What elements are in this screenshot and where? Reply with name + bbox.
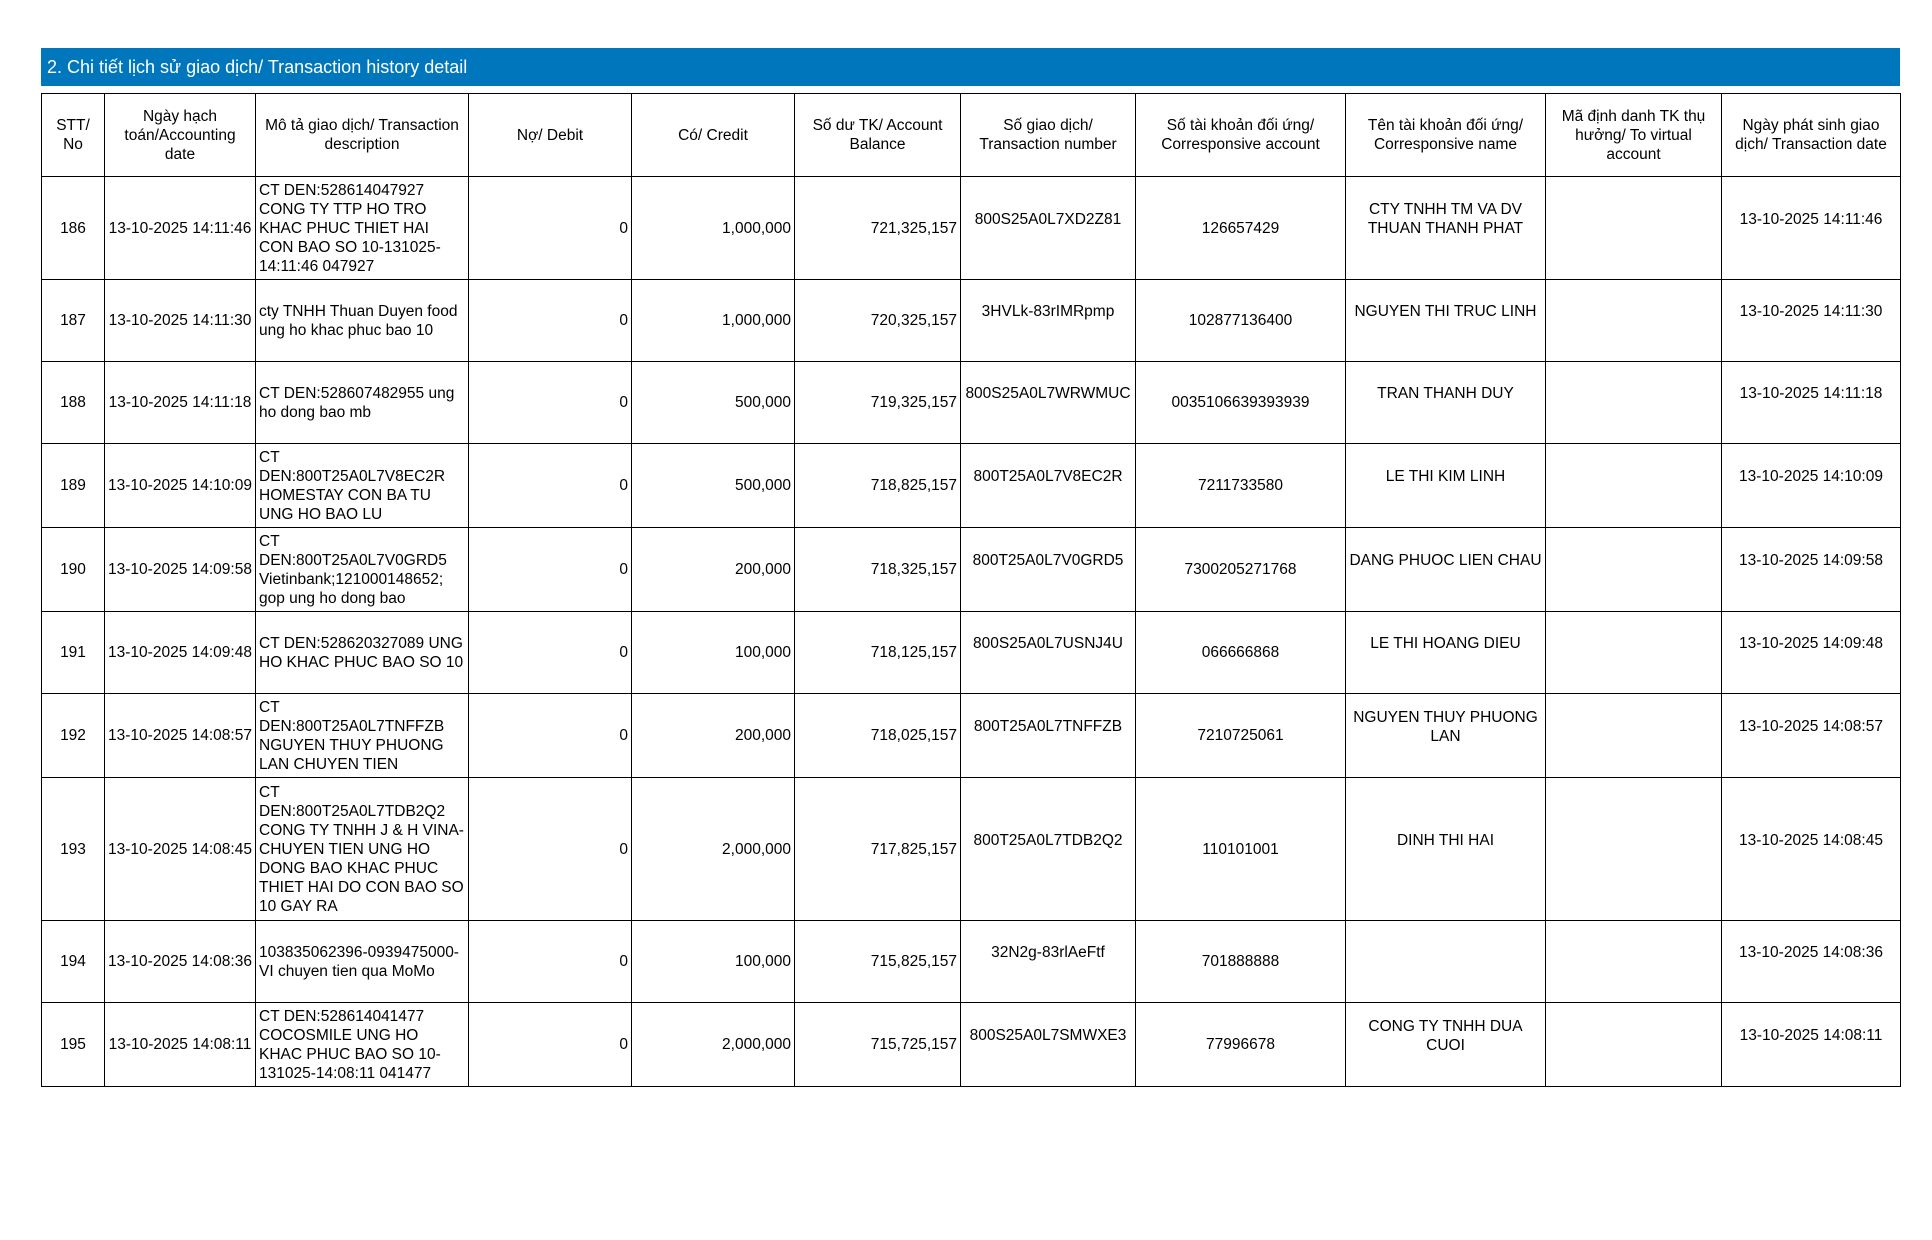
cell-debit: 0 bbox=[469, 778, 632, 921]
cell-transaction-number: 800S25A0L7XD2Z81 bbox=[961, 177, 1136, 280]
cell-corresponsive-account: 7210725061 bbox=[1136, 694, 1346, 778]
cell-transaction-date: 13-10-2025 14:08:11 bbox=[1722, 1003, 1901, 1087]
cell-debit: 0 bbox=[469, 177, 632, 280]
cell-description: CT DEN:528620327089 UNG HO KHAC PHUC BAO SO 10 bbox=[256, 612, 469, 694]
table-row bbox=[42, 177, 1901, 280]
cell-no: 191 bbox=[42, 612, 105, 694]
cell-virtual-account bbox=[1546, 280, 1722, 362]
cell-balance: 719,325,157 bbox=[795, 362, 961, 444]
cell-transaction-number: 800T25A0L7V8EC2R bbox=[961, 444, 1136, 528]
cell-credit: 200,000 bbox=[632, 694, 795, 778]
cell-virtual-account bbox=[1546, 1003, 1722, 1087]
cell-balance: 720,325,157 bbox=[795, 280, 961, 362]
cell-corresponsive-name: DANG PHUOC LIEN CHAU bbox=[1346, 528, 1546, 612]
cell-accounting-date: 13-10-2025 14:09:48 bbox=[105, 612, 256, 694]
cell-transaction-date: 13-10-2025 14:09:58 bbox=[1722, 528, 1901, 612]
cell-debit: 0 bbox=[469, 444, 632, 528]
cell-transaction-date: 13-10-2025 14:09:48 bbox=[1722, 612, 1901, 694]
cell-corresponsive-name: LE THI KIM LINH bbox=[1346, 444, 1546, 528]
cell-transaction-number: 800S25A0L7WRWMUC bbox=[961, 362, 1136, 444]
cell-credit: 100,000 bbox=[632, 612, 795, 694]
cell-credit: 100,000 bbox=[632, 921, 795, 1003]
cell-virtual-account bbox=[1546, 778, 1722, 921]
cell-credit: 2,000,000 bbox=[632, 1003, 795, 1087]
cell-transaction-date: 13-10-2025 14:11:46 bbox=[1722, 177, 1901, 280]
cell-balance: 718,325,157 bbox=[795, 528, 961, 612]
cell-debit: 0 bbox=[469, 921, 632, 1003]
transaction-table bbox=[41, 93, 1901, 1087]
cell-debit: 0 bbox=[469, 280, 632, 362]
cell-corresponsive-account: 0035106639393939 bbox=[1136, 362, 1346, 444]
cell-accounting-date: 13-10-2025 14:11:46 bbox=[105, 177, 256, 280]
header-debit: Nợ/ Debit bbox=[469, 94, 632, 177]
cell-debit: 0 bbox=[469, 612, 632, 694]
cell-transaction-number: 32N2g-83rlAeFtf bbox=[961, 921, 1136, 1003]
cell-corresponsive-name: TRAN THANH DUY bbox=[1346, 362, 1546, 444]
header-balance: Số dư TK/ Account Balance bbox=[795, 94, 961, 177]
table-row bbox=[42, 694, 1901, 778]
cell-accounting-date: 13-10-2025 14:08:36 bbox=[105, 921, 256, 1003]
cell-debit: 0 bbox=[469, 1003, 632, 1087]
cell-credit: 500,000 bbox=[632, 362, 795, 444]
cell-corresponsive-account: 7211733580 bbox=[1136, 444, 1346, 528]
cell-description: 103835062396-0939475000-VI chuyen tien qua MoMo bbox=[256, 921, 469, 1003]
cell-corresponsive-account: 102877136400 bbox=[1136, 280, 1346, 362]
table-row bbox=[42, 280, 1901, 362]
header-no: STT/ No bbox=[42, 94, 105, 177]
cell-virtual-account bbox=[1546, 921, 1722, 1003]
cell-transaction-number: 800S25A0L7USNJ4U bbox=[961, 612, 1136, 694]
cell-no: 193 bbox=[42, 778, 105, 921]
cell-transaction-date: 13-10-2025 14:11:30 bbox=[1722, 280, 1901, 362]
cell-no: 189 bbox=[42, 444, 105, 528]
cell-corresponsive-account: 066666868 bbox=[1136, 612, 1346, 694]
table-header-row bbox=[42, 94, 1901, 177]
cell-corresponsive-name bbox=[1346, 921, 1546, 1003]
cell-description: CT DEN:800T25A0L7V8EC2R HOMESTAY CON BA TU UNG HO BAO LU bbox=[256, 444, 469, 528]
cell-corresponsive-account: 126657429 bbox=[1136, 177, 1346, 280]
cell-description: CT DEN:528614041477 COCOSMILE UNG HO KHAC PHUC BAO SO 10-131025-14:08:11 041477 bbox=[256, 1003, 469, 1087]
cell-corresponsive-account: 7300205271768 bbox=[1136, 528, 1346, 612]
cell-corresponsive-name: DINH THI HAI bbox=[1346, 778, 1546, 921]
cell-no: 188 bbox=[42, 362, 105, 444]
header-credit: Có/ Credit bbox=[632, 94, 795, 177]
cell-virtual-account bbox=[1546, 612, 1722, 694]
cell-transaction-number: 800T25A0L7TNFFZB bbox=[961, 694, 1136, 778]
table-row bbox=[42, 612, 1901, 694]
cell-balance: 718,825,157 bbox=[795, 444, 961, 528]
cell-description: CT DEN:800T25A0L7TDB2Q2 CONG TY TNHH J & H VINA-CHUYEN TIEN UNG HO DONG BAO KHAC PHUC THIET HAI DO CON BAO SO 10 GAY RA bbox=[256, 778, 469, 921]
cell-corresponsive-name: LE THI HOANG DIEU bbox=[1346, 612, 1546, 694]
cell-balance: 717,825,157 bbox=[795, 778, 961, 921]
cell-corresponsive-name: CONG TY TNHH DUA CUOI bbox=[1346, 1003, 1546, 1087]
cell-corresponsive-name: NGUYEN THI TRUC LINH bbox=[1346, 280, 1546, 362]
cell-credit: 2,000,000 bbox=[632, 778, 795, 921]
header-corresponsive-name: Tên tài khoản đối ứng/ Corresponsive name bbox=[1346, 94, 1546, 177]
table-row bbox=[42, 1003, 1901, 1087]
cell-transaction-date: 13-10-2025 14:08:36 bbox=[1722, 921, 1901, 1003]
cell-accounting-date: 13-10-2025 14:08:45 bbox=[105, 778, 256, 921]
cell-transaction-number: 800S25A0L7SMWXE3 bbox=[961, 1003, 1136, 1087]
cell-accounting-date: 13-10-2025 14:11:18 bbox=[105, 362, 256, 444]
cell-transaction-number: 3HVLk-83rIMRpmp bbox=[961, 280, 1136, 362]
cell-balance: 718,025,157 bbox=[795, 694, 961, 778]
table-row bbox=[42, 778, 1901, 921]
cell-no: 186 bbox=[42, 177, 105, 280]
cell-virtual-account bbox=[1546, 528, 1722, 612]
table-row bbox=[42, 362, 1901, 444]
cell-accounting-date: 13-10-2025 14:09:58 bbox=[105, 528, 256, 612]
cell-description: CT DEN:528614047927 CONG TY TTP HO TRO KHAC PHUC THIET HAI CON BAO SO 10-131025-14:11:46 047927 bbox=[256, 177, 469, 280]
cell-description: CT DEN:800T25A0L7TNFFZB NGUYEN THUY PHUONG LAN CHUYEN TIEN bbox=[256, 694, 469, 778]
cell-transaction-date: 13-10-2025 14:11:18 bbox=[1722, 362, 1901, 444]
cell-balance: 718,125,157 bbox=[795, 612, 961, 694]
cell-no: 187 bbox=[42, 280, 105, 362]
cell-corresponsive-account: 110101001 bbox=[1136, 778, 1346, 921]
cell-description: CT DEN:800T25A0L7V0GRD5 Vietinbank;121000148652; gop ung ho dong bao bbox=[256, 528, 469, 612]
cell-balance: 715,825,157 bbox=[795, 921, 961, 1003]
header-transaction-number: Số giao dịch/ Transaction number bbox=[961, 94, 1136, 177]
cell-virtual-account bbox=[1546, 444, 1722, 528]
cell-credit: 1,000,000 bbox=[632, 177, 795, 280]
cell-virtual-account bbox=[1546, 694, 1722, 778]
cell-transaction-number: 800T25A0L7V0GRD5 bbox=[961, 528, 1136, 612]
cell-corresponsive-name: CTY TNHH TM VA DV THUAN THANH PHAT bbox=[1346, 177, 1546, 280]
header-virtual-account: Mã định danh TK thụ hưởng/ To virtual account bbox=[1546, 94, 1722, 177]
section-title: 2. Chi tiết lịch sử giao dịch/ Transaction history detail bbox=[41, 48, 1900, 86]
cell-transaction-number: 800T25A0L7TDB2Q2 bbox=[961, 778, 1136, 921]
cell-transaction-date: 13-10-2025 14:08:57 bbox=[1722, 694, 1901, 778]
cell-accounting-date: 13-10-2025 14:08:11 bbox=[105, 1003, 256, 1087]
cell-debit: 0 bbox=[469, 694, 632, 778]
cell-accounting-date: 13-10-2025 14:08:57 bbox=[105, 694, 256, 778]
header-corresponsive-account: Số tài khoản đối ứng/ Corresponsive account bbox=[1136, 94, 1346, 177]
table-row bbox=[42, 921, 1901, 1003]
cell-credit: 500,000 bbox=[632, 444, 795, 528]
cell-no: 195 bbox=[42, 1003, 105, 1087]
cell-description: cty TNHH Thuan Duyen food ung ho khac phuc bao 10 bbox=[256, 280, 469, 362]
cell-virtual-account bbox=[1546, 177, 1722, 280]
cell-description: CT DEN:528607482955 ung ho dong bao mb bbox=[256, 362, 469, 444]
cell-transaction-date: 13-10-2025 14:10:09 bbox=[1722, 444, 1901, 528]
table-row bbox=[42, 444, 1901, 528]
cell-no: 192 bbox=[42, 694, 105, 778]
cell-credit: 1,000,000 bbox=[632, 280, 795, 362]
cell-credit: 200,000 bbox=[632, 528, 795, 612]
cell-virtual-account bbox=[1546, 362, 1722, 444]
cell-transaction-date: 13-10-2025 14:08:45 bbox=[1722, 778, 1901, 921]
header-description: Mô tả giao dịch/ Transaction description bbox=[256, 94, 469, 177]
header-transaction-date: Ngày phát sinh giao dịch/ Transaction date bbox=[1722, 94, 1901, 177]
transaction-table-body bbox=[42, 177, 1901, 1087]
cell-corresponsive-name: NGUYEN THUY PHUONG LAN bbox=[1346, 694, 1546, 778]
cell-corresponsive-account: 77996678 bbox=[1136, 1003, 1346, 1087]
cell-balance: 721,325,157 bbox=[795, 177, 961, 280]
cell-accounting-date: 13-10-2025 14:11:30 bbox=[105, 280, 256, 362]
cell-no: 190 bbox=[42, 528, 105, 612]
cell-no: 194 bbox=[42, 921, 105, 1003]
header-accounting-date: Ngày hạch toán/Accounting date bbox=[105, 94, 256, 177]
table-row bbox=[42, 528, 1901, 612]
cell-accounting-date: 13-10-2025 14:10:09 bbox=[105, 444, 256, 528]
cell-corresponsive-account: 701888888 bbox=[1136, 921, 1346, 1003]
cell-debit: 0 bbox=[469, 362, 632, 444]
cell-debit: 0 bbox=[469, 528, 632, 612]
cell-balance: 715,725,157 bbox=[795, 1003, 961, 1087]
